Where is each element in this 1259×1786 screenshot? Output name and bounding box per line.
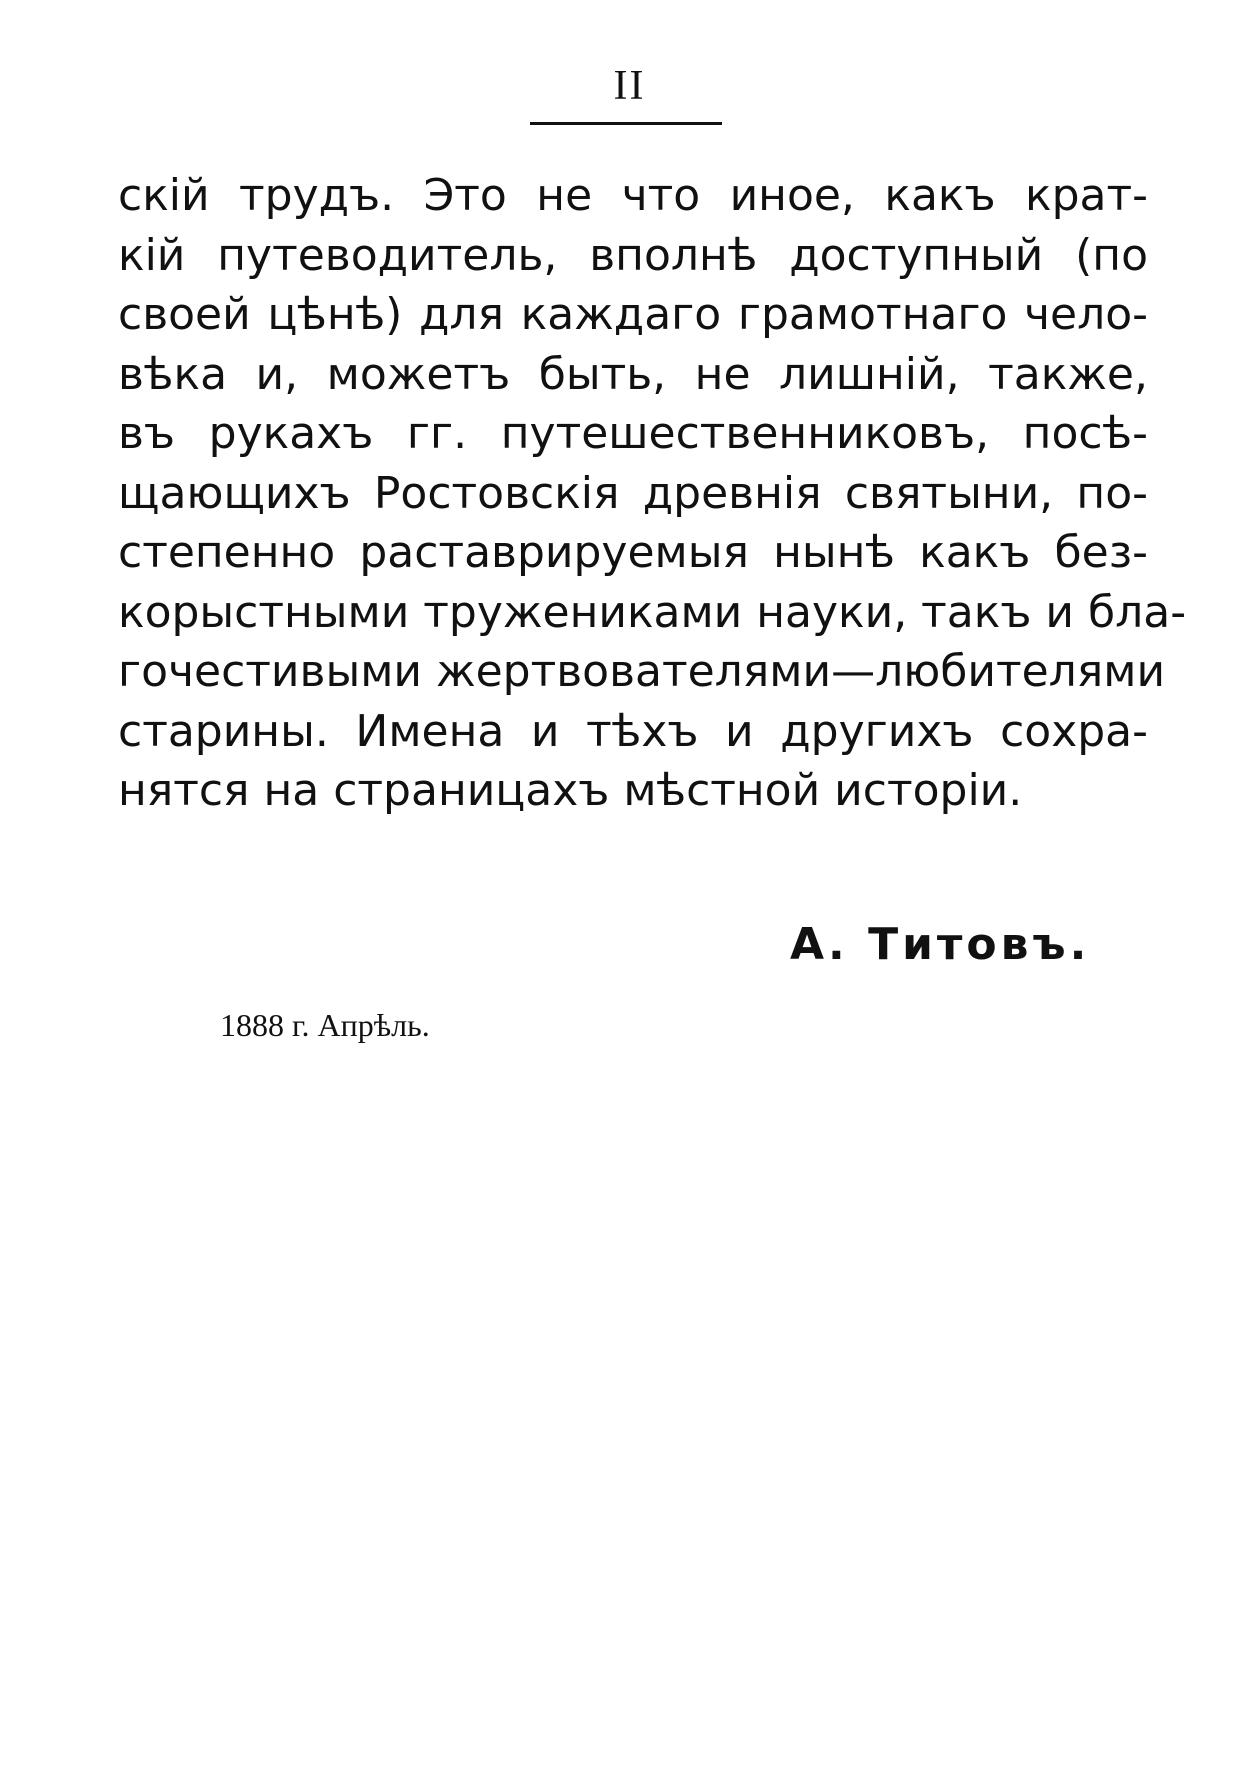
text-line: старины. Имена и тѣхъ и другихъ сохра- — [118, 705, 1148, 757]
text-line: скій трудъ. Это не что иное, какъ крат- — [118, 170, 1148, 221]
text-line: вѣка и, можетъ быть, не лишній, также, — [118, 348, 1148, 400]
text-line: въ рукахъ гг. путешественниковъ, посѣ- — [118, 408, 1148, 459]
text-line: кій путеводитель, вполнѣ доступный (по — [118, 229, 1148, 281]
header-rule — [530, 122, 722, 125]
text-line: щающихъ Ростовскія древнія святыни, по- — [118, 467, 1148, 519]
text-line: корыстными тружениками науки, такъ и бла- — [118, 586, 1187, 638]
author-signature: А. Титовъ. — [790, 919, 1091, 970]
date-line: 1888 г. Апрѣль. — [220, 1007, 430, 1043]
text-line: нятся на страницахъ мѣстной исторіи. — [118, 765, 1023, 816]
page-number: II — [613, 63, 646, 109]
body-paragraph — [118, 166, 1187, 821]
text-line: степенно раставрируемыя нынѣ какъ без- — [118, 527, 1148, 578]
text-line: гочестивыми жертвователями—любителями — [118, 646, 1166, 697]
text-line: своей цѣнѣ) для каждаго грамотнаго чело- — [118, 289, 1148, 340]
